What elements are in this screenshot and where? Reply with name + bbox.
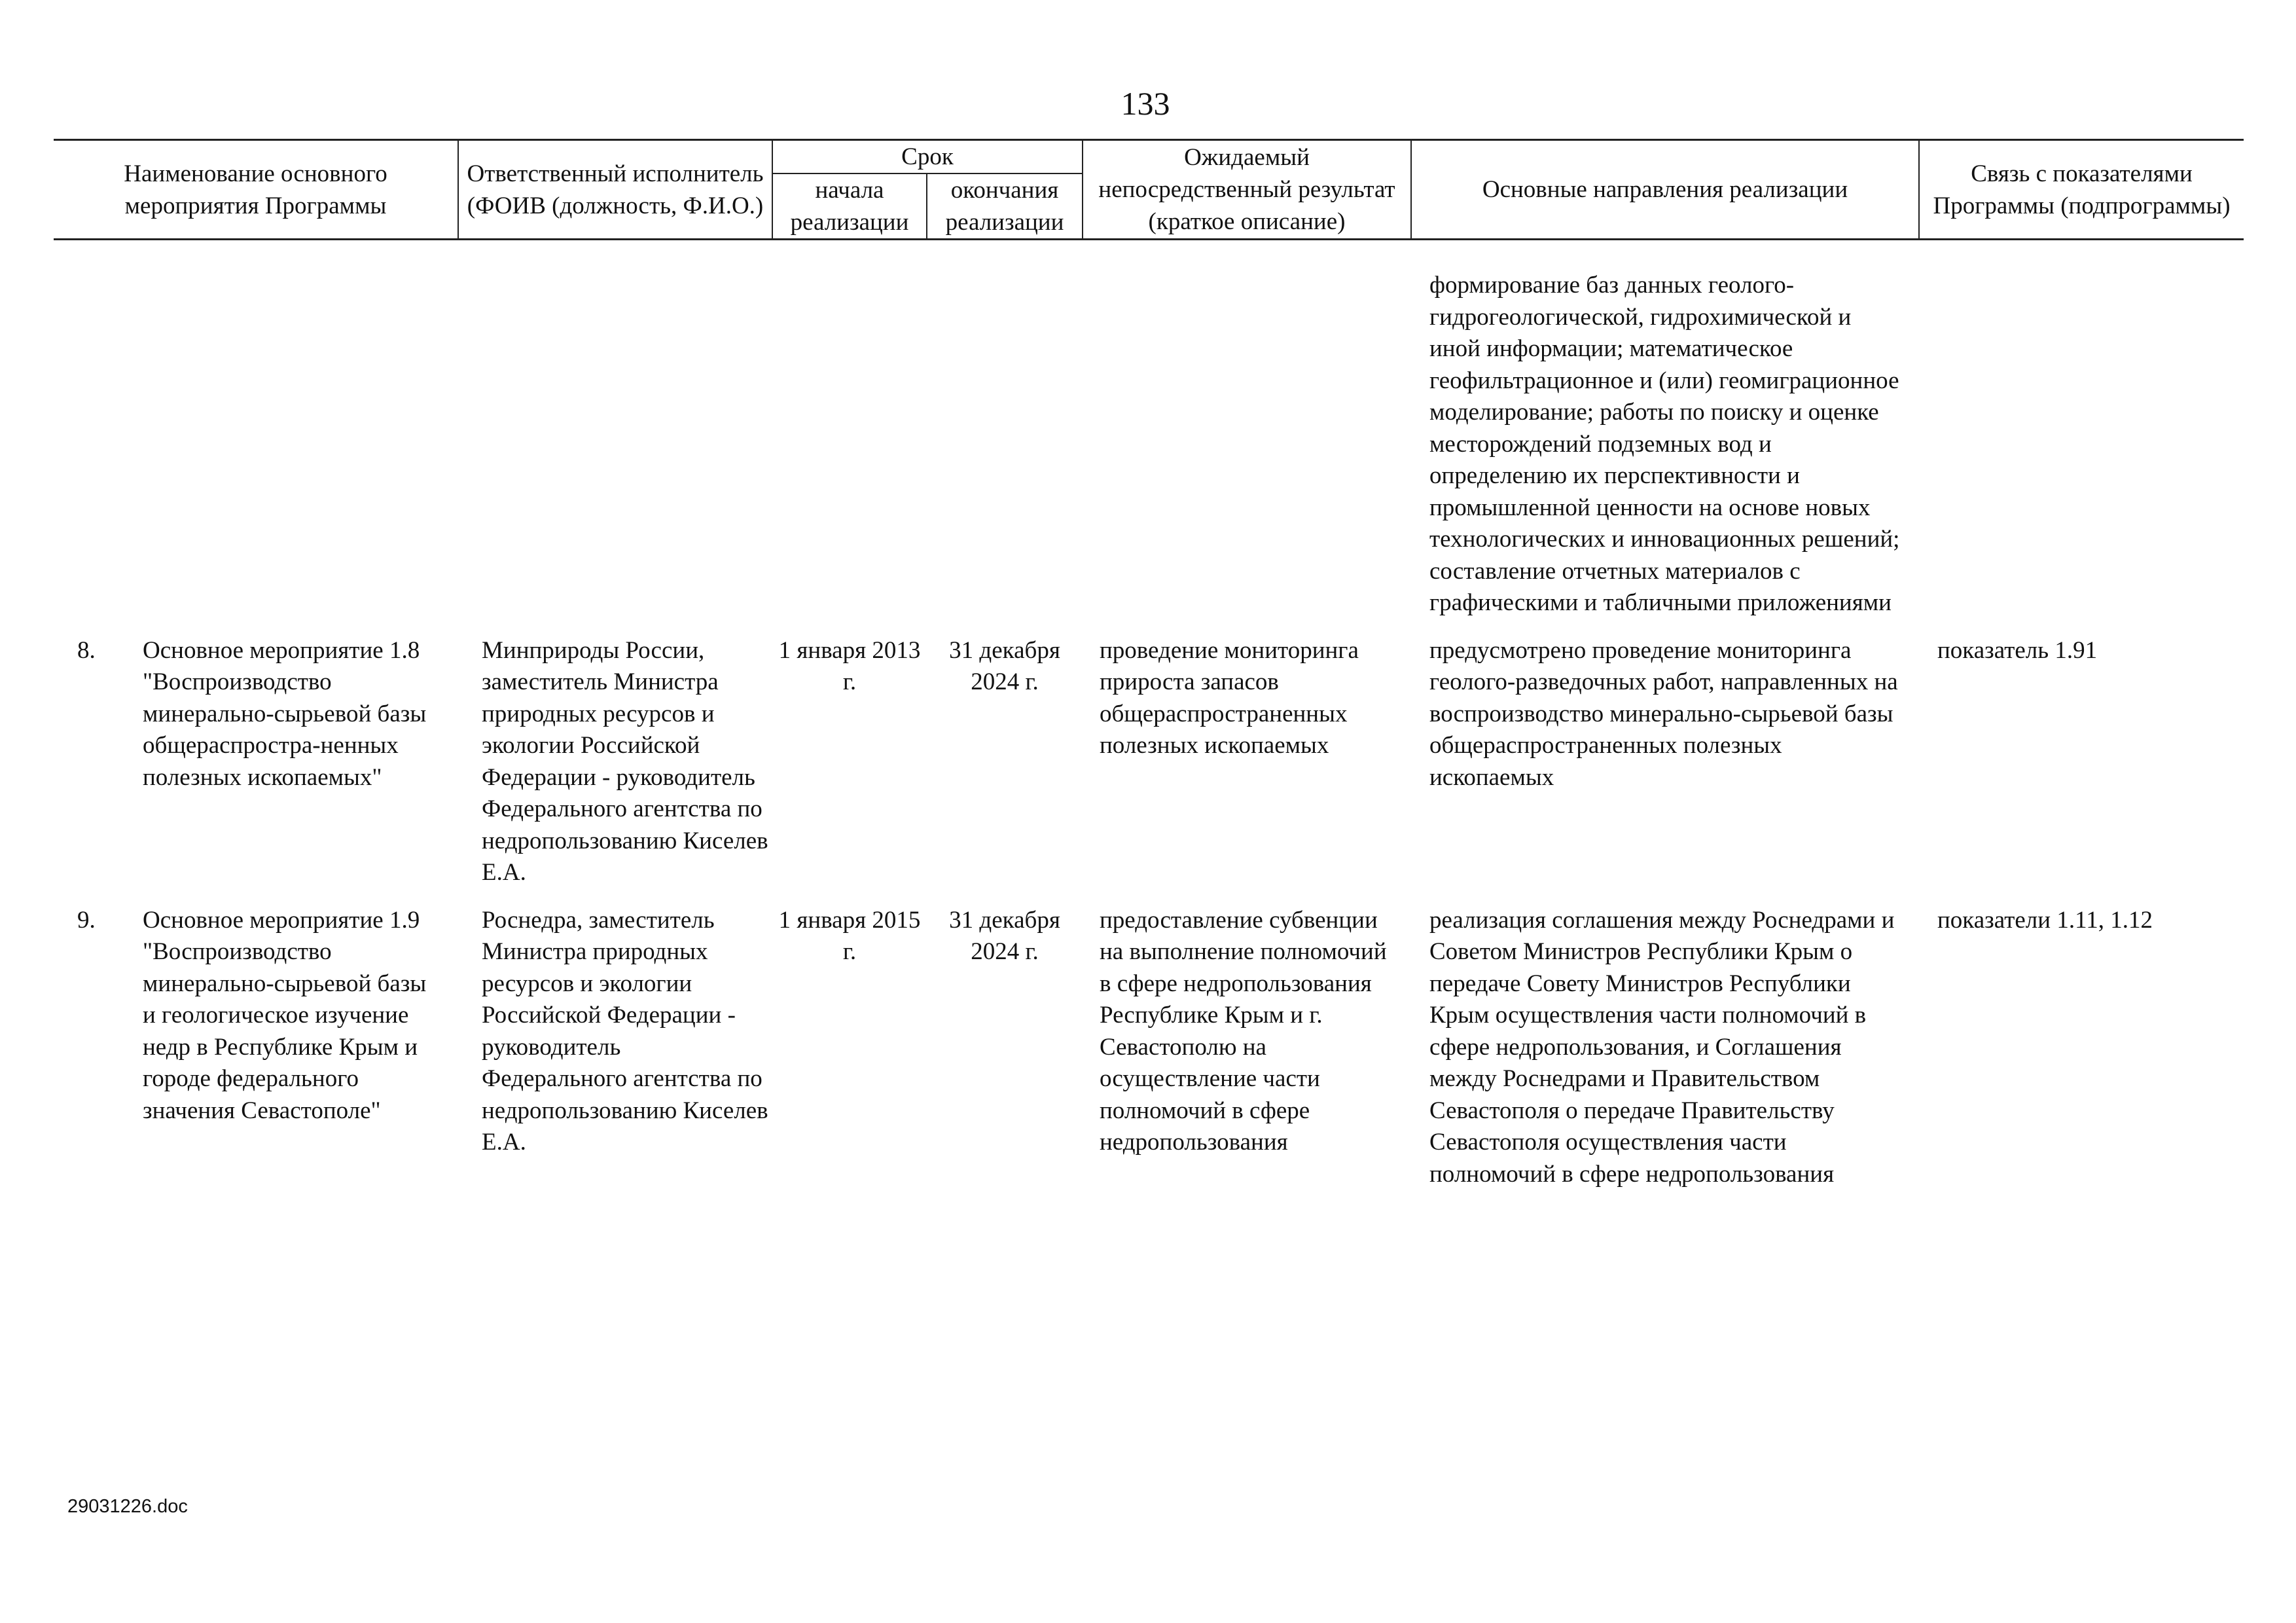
table-row-continuation [54,240,2244,635]
header-term: Срок [772,140,1083,174]
start-date: 1 января 2015 г. [778,906,921,965]
result-text: предоставление субвенции на выполнение полномочий в сфере недропользования Республике Крым и г. Севастополю на осуществление части полномочий в сфере недропользования [1100,906,1387,1156]
directions-text: реализация соглашения между Роснедрами и Советом Министров Республики Крым о передаче Совету Министров Республики Крым осуществления части полномочий в сфере недропользования, и Соглашения между Роснедрами и Правительством Севастополя о передаче Правительству Севастополя осуществления части полномочий в сфере недропользования [1429,906,1895,1188]
indicators-text: показатели 1.11, 1.12 [1937,906,2153,934]
table-row [54,635,2244,905]
header-indicators: Связь с показателями Программы (подпрограммы) [1919,140,2244,240]
measure-name: Основное мероприятие 1.8 "Воспроизводство минерально-сырьевой базы общераспростра-ненных полезных ископаемых" [143,636,427,791]
program-measures-table [54,139,2244,1190]
indicators-text: показатель 1.91 [1937,636,2098,664]
header-result: Ожидаемый непосредственный результат (краткое описание) [1083,140,1411,240]
header-executor: Ответственный исполнитель (ФОИВ (должность, Ф.И.О.) [458,140,772,240]
table-header [54,140,2244,240]
header-term-start: начала реализации [772,173,927,240]
page-number: 133 [1121,85,1170,122]
end-date: 31 декабря 2024 г. [949,636,1060,695]
measure-name: Основное мероприятие 1.9 "Воспроизводство минерально-сырьевой базы и геологическое изучение недр в Республике Крым и городе федерального значения Севастополе" [143,906,427,1124]
table-row [54,905,2244,1191]
directions-text: формирование баз данных геолого-гидрогеологической, гидрохимической и иной информации; математическое геофильтрационное и (или) геомиграционное моделирование; работы по поиску и оценке месторождений подземных вод и определению их перспективности и промышленной ценности на основе новых технологических и инновационных решений; составление отчетных материалов с графическими и табличными приложениями [1429,272,1900,616]
executor-text: Роснедра, заместитель Министра природных ресурсов и экологии Российской Федерации - руководитель Федерального агентства по недропользованию Киселев Е.А. [482,906,768,1156]
start-date: 1 января 2013 г. [778,636,921,695]
end-date: 31 декабря 2024 г. [949,906,1060,965]
header-name: Наименование основного мероприятия Программы [54,140,458,240]
document-filename: 29031226.doc [67,1496,188,1517]
result-text: проведение мониторинга прироста запасов общераспространенных полезных ископаемых [1100,636,1359,759]
executor-text: Минприроды России, заместитель Министра природных ресурсов и экологии Российской Федерации - руководитель Федерального агентства по недропользованию Киселев Е.А. [482,636,768,886]
row-number: 9. [77,906,96,934]
directions-text: предусмотрено проведение мониторинга геолого-разведочных работ, направленных на воспроизводство минерально-сырьевой базы общераспространенных полезных ископаемых [1429,636,1898,791]
header-term-end: окончания реализации [927,173,1083,240]
row-number: 8. [77,636,96,664]
header-directions: Основные направления реализации [1411,140,1919,240]
